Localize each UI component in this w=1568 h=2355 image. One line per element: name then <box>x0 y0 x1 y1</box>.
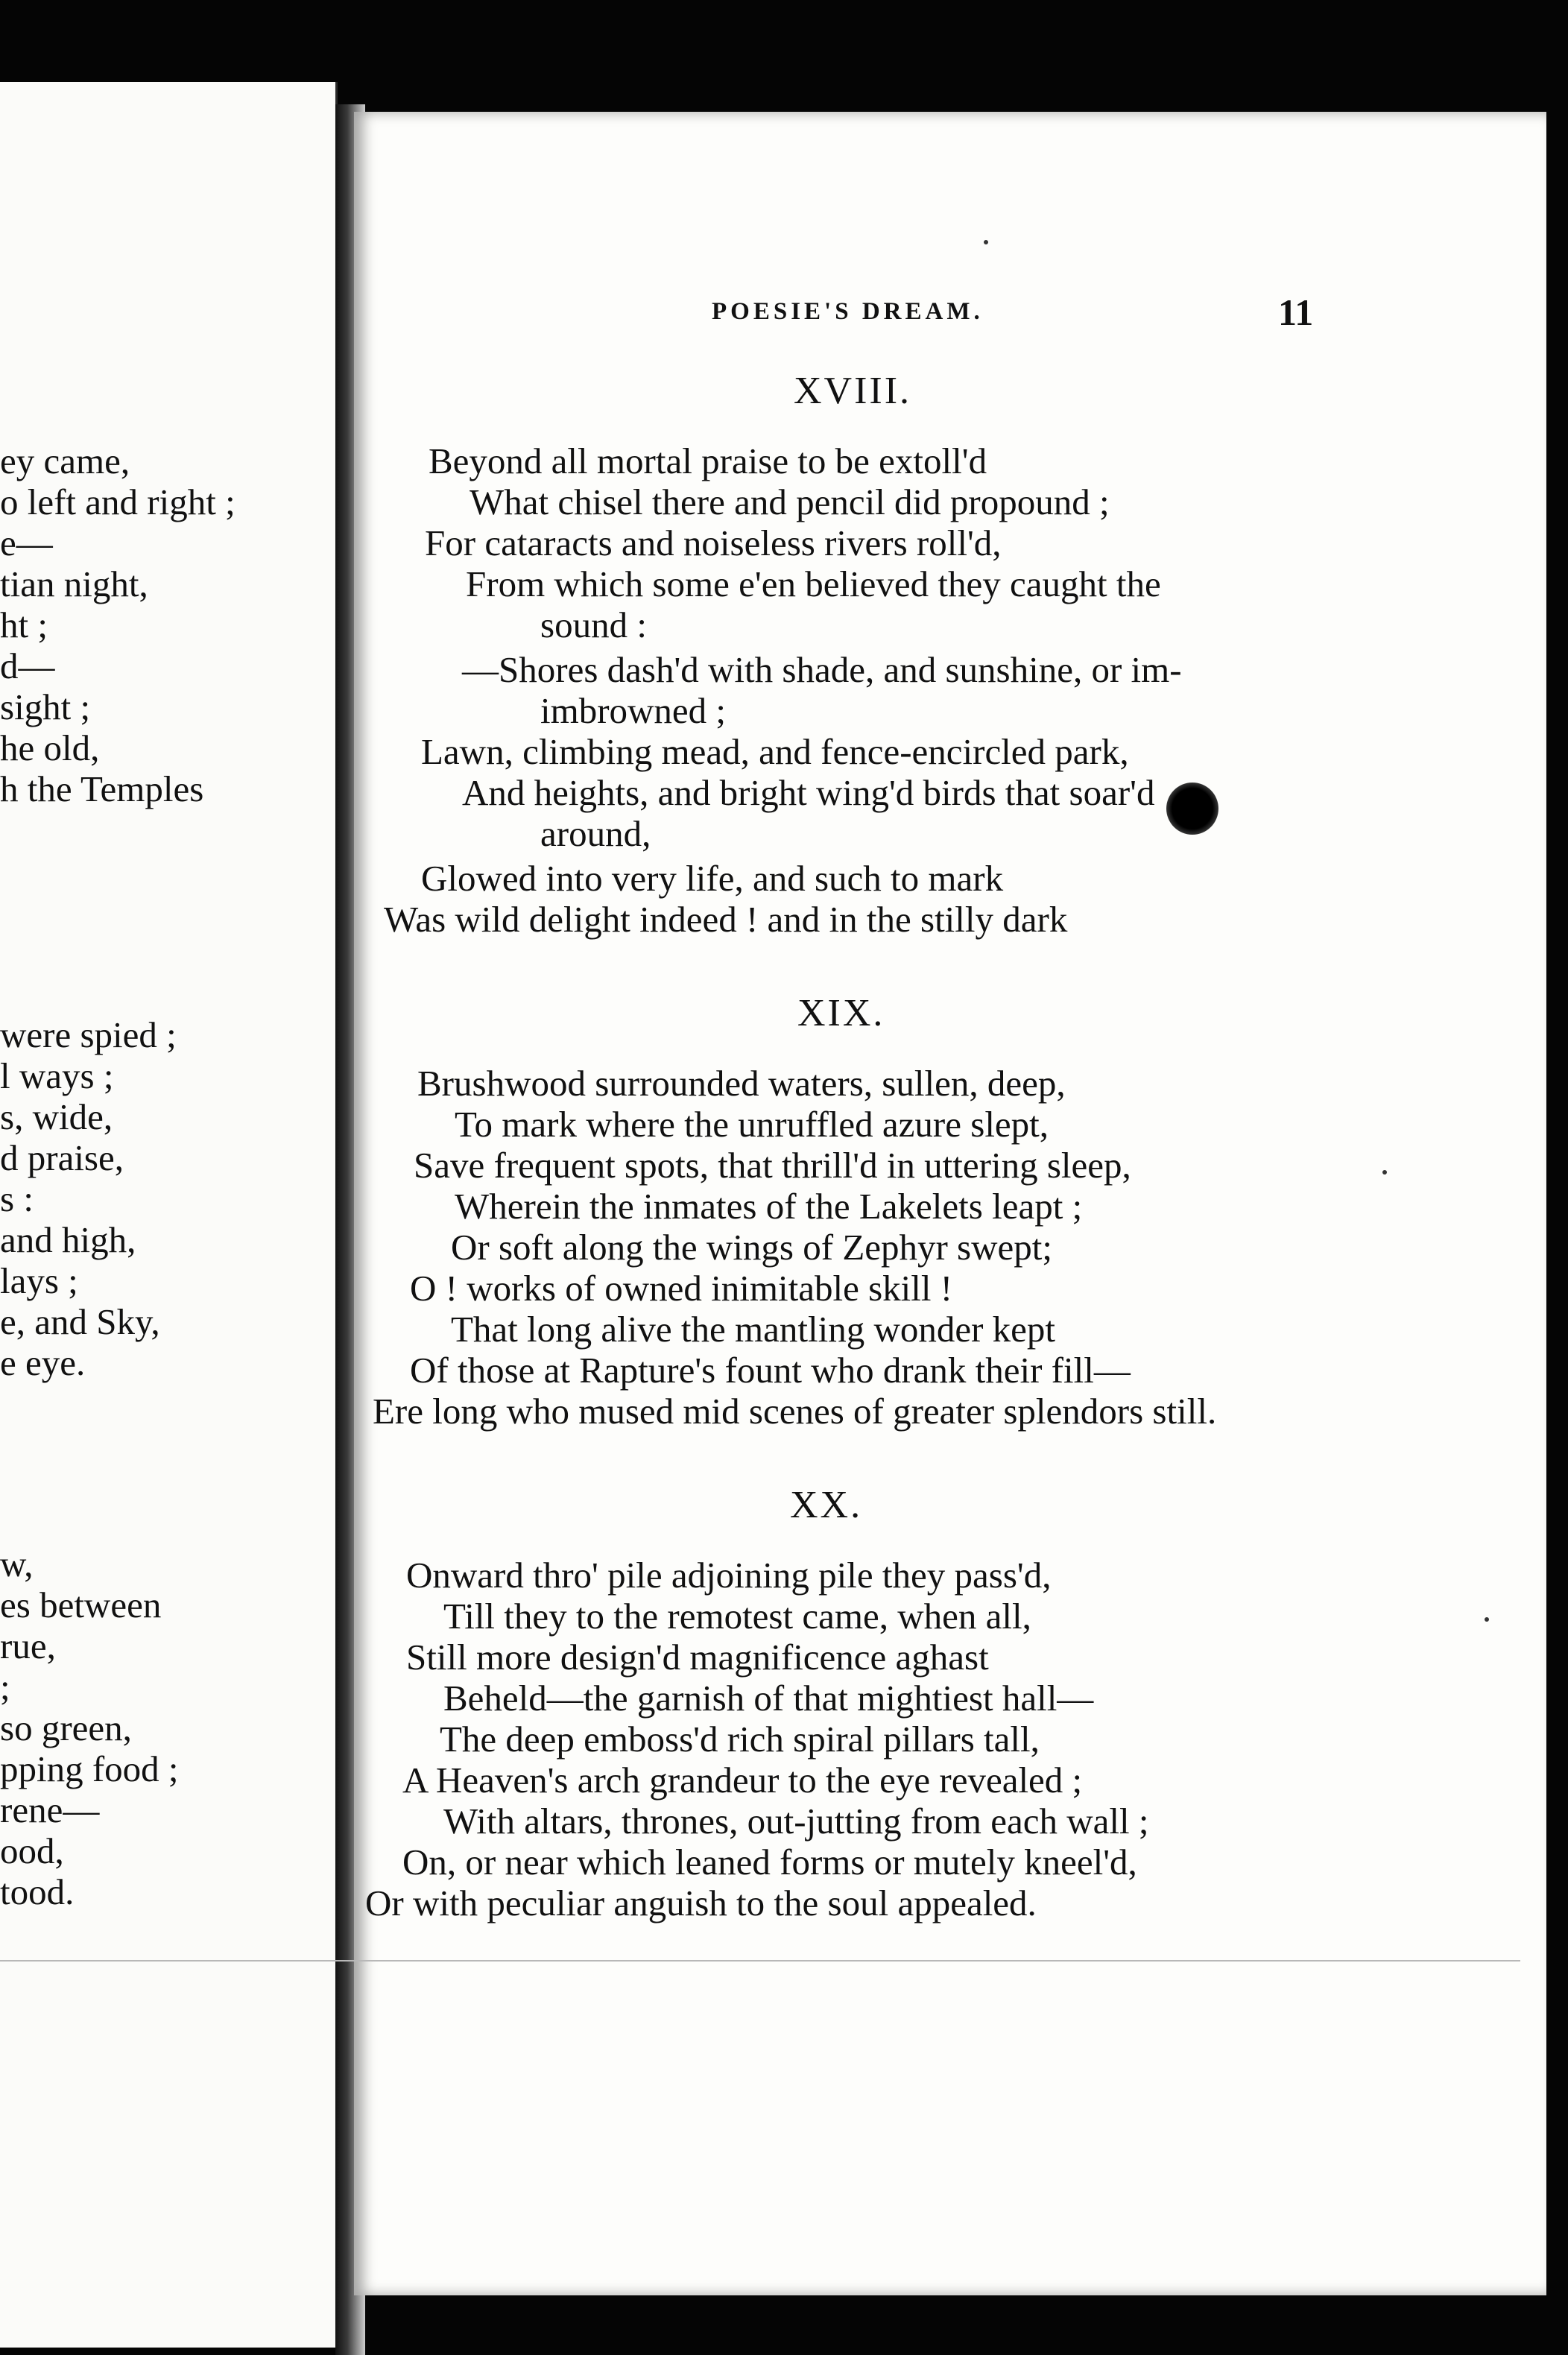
verse-line: Was wild delight indeed ! and in the stilly dark <box>384 899 1068 940</box>
verse-line: Wherein the inmates of the Lakelets leapt ; <box>455 1186 1083 1227</box>
verse-line: From which some e'en believed they caught the <box>466 563 1161 604</box>
verse-line: Of those at Rapture's fount who drank their fill— <box>410 1350 1131 1391</box>
left-fragment-line: o left and right ; <box>0 481 235 522</box>
left-fragment-line: and high, <box>0 1219 136 1260</box>
verse-line: Ere long who mused mid scenes of greater splendors still. <box>373 1391 1217 1432</box>
left-fragment-line: e eye. <box>0 1342 86 1383</box>
verse-line: A Heaven's arch grandeur to the eye revealed ; <box>402 1760 1083 1801</box>
verse-line: Still more design'd magnificence aghast <box>406 1637 989 1678</box>
page-bottom-rule <box>0 1960 1520 1962</box>
verse-line: Till they to the remotest came, when all, <box>443 1596 1031 1637</box>
left-fragment-line: ood, <box>0 1830 64 1871</box>
verse-line: around, <box>540 813 651 854</box>
verse-line: With altars, thrones, out-jutting from each wall ; <box>443 1801 1149 1842</box>
stanza-number: XIX. <box>797 992 885 1034</box>
verse-line: To mark where the unruffled azure slept, <box>455 1104 1049 1145</box>
left-fragment-line: sight ; <box>0 686 91 727</box>
ink-blot <box>1166 783 1218 835</box>
left-fragment-line: s : <box>0 1178 34 1219</box>
left-fragment-line: h the Temples <box>0 768 204 809</box>
left-fragment-line: were spied ; <box>0 1014 177 1055</box>
verse-line: —Shores dash'd with shade, and sunshine, or im- <box>462 649 1182 690</box>
left-fragment-line: s, wide, <box>0 1096 113 1137</box>
verse-line: Or with peculiar anguish to the soul appealed. <box>365 1883 1037 1923</box>
left-fragment-line: ht ; <box>0 604 48 645</box>
verse-line: And heights, and bright wing'd birds that soar'd <box>462 772 1155 813</box>
left-fragment-line: tood. <box>0 1871 75 1912</box>
stanza-number: XVIII. <box>794 370 912 412</box>
left-fragment-line: lays ; <box>0 1260 78 1301</box>
left-fragment-line: rue, <box>0 1625 56 1666</box>
ink-speck <box>1382 1170 1387 1175</box>
left-fragment-line: d— <box>0 645 55 686</box>
left-fragment-line: so green, <box>0 1707 132 1748</box>
left-fragment-line: d praise, <box>0 1137 124 1178</box>
stanza-number: XX. <box>790 1484 863 1526</box>
left-fragment-line: ; <box>0 1666 10 1707</box>
running-header: POESIE'S DREAM. <box>712 298 984 325</box>
verse-line: What chisel there and pencil did propound ; <box>470 481 1110 522</box>
left-fragment-line: tian night, <box>0 563 148 604</box>
verse-line: Save frequent spots, that thrill'd in uttering sleep, <box>414 1145 1131 1186</box>
left-fragment-line: l ways ; <box>0 1055 114 1096</box>
left-facing-page <box>0 82 338 2348</box>
verse-line: Or soft along the wings of Zephyr swept; <box>451 1227 1052 1268</box>
ink-speck <box>984 240 988 244</box>
verse-line: Brushwood surrounded waters, sullen, deep, <box>417 1063 1066 1104</box>
right-page <box>354 112 1546 2295</box>
left-fragment-line: pping food ; <box>0 1748 179 1789</box>
left-fragment-line: he old, <box>0 727 100 768</box>
left-fragment-line: rene— <box>0 1789 100 1830</box>
verse-line: sound : <box>540 604 647 645</box>
verse-line: Glowed into very life, and such to mark <box>421 858 1004 899</box>
verse-line: Lawn, climbing mead, and fence-encircled park, <box>421 731 1129 772</box>
page-number: 11 <box>1278 291 1314 333</box>
verse-line: The deep emboss'd rich spiral pillars tall, <box>440 1719 1040 1760</box>
left-fragment-line: e— <box>0 522 53 563</box>
verse-line: For cataracts and noiseless rivers roll'd, <box>425 522 1002 563</box>
left-fragment-line: e, and Sky, <box>0 1301 160 1342</box>
left-fragment-line: ey came, <box>0 440 130 481</box>
left-fragment-line: es between <box>0 1584 162 1625</box>
verse-line: That long alive the mantling wonder kept <box>451 1309 1056 1350</box>
verse-line: Onward thro' pile adjoining pile they pass'd, <box>406 1555 1052 1596</box>
verse-line: Beyond all mortal praise to be extoll'd <box>429 440 987 481</box>
left-fragment-line: w, <box>0 1543 34 1584</box>
verse-line: Beheld—the garnish of that mightiest hall— <box>443 1678 1094 1719</box>
ink-speck <box>1485 1617 1489 1622</box>
verse-line: O ! works of owned inimitable skill ! <box>410 1268 953 1309</box>
verse-line: On, or near which leaned forms or mutely kneel'd, <box>402 1842 1137 1883</box>
verse-line: imbrowned ; <box>540 690 727 731</box>
